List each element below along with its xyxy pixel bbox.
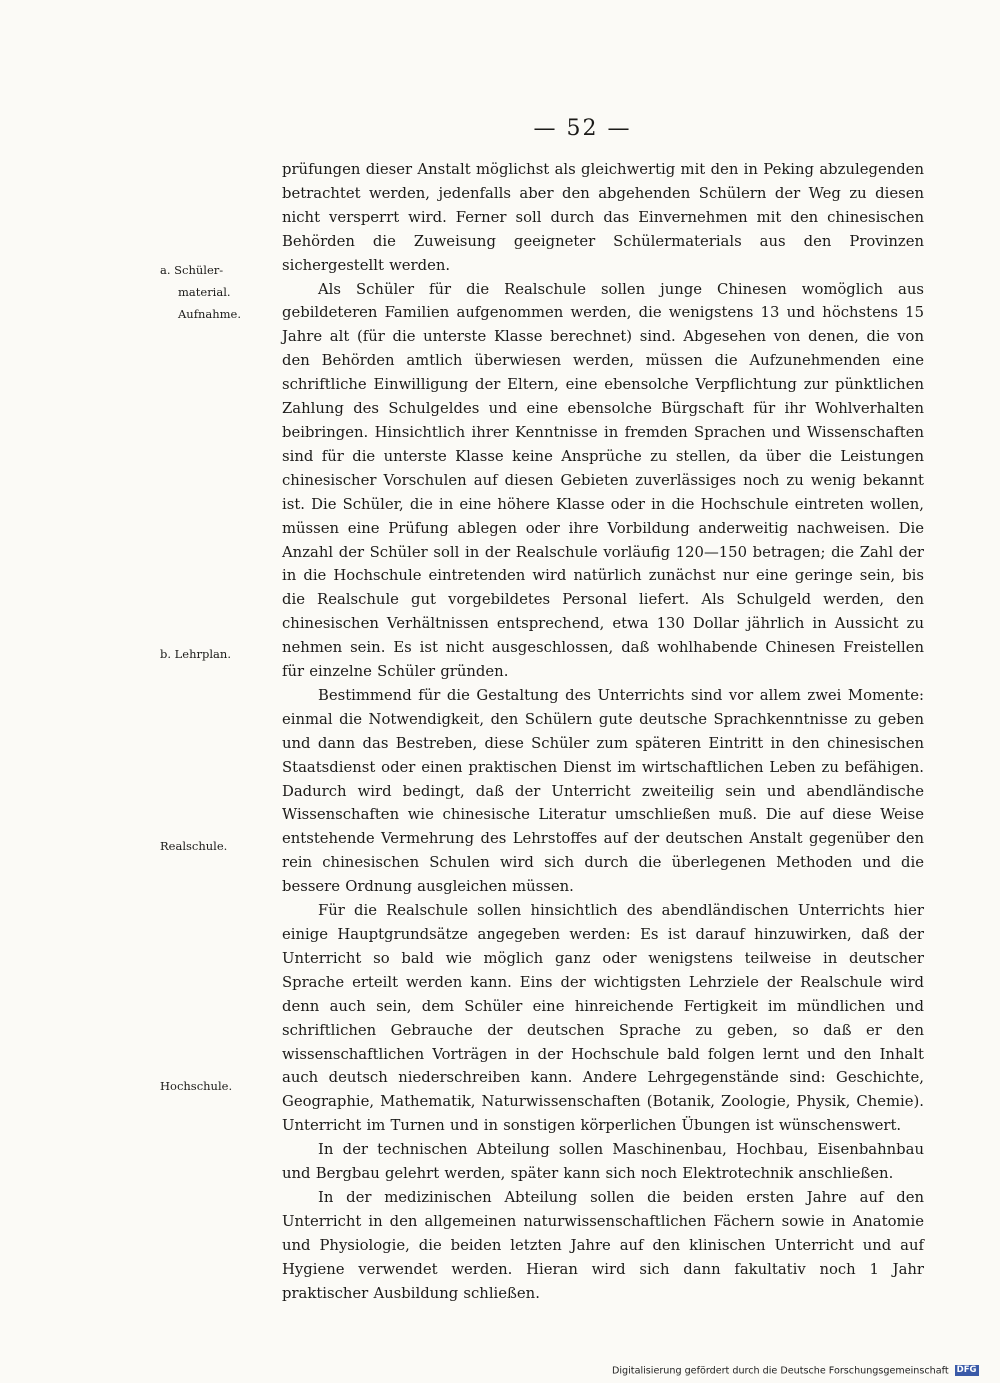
margin-note-lehrplan: b. Lehrplan. bbox=[160, 647, 231, 661]
paragraph-1: prüfungen dieser Anstalt möglichst als gleichwertig mit den in Peking abzulegenden betrachtet werden, jedenfalls aber den abgehenden Schülern der Weg zu diesen nicht versperrt wird. Ferner soll durch das Einvernehmen mit den chinesischen Behörden die Zuweisung geeigneter Schülermaterials aus den Provinzen sichergestellt werden. bbox=[282, 161, 924, 274]
paragraph-6: In der medizinischen Abteilung sollen die beiden ersten Jahre auf den Unterricht in den allgemeinen naturwissenschaftlichen Fächern sowie in Anatomie und Physiologie, die beiden letzten Jahre auf den klinischen Unterricht und auf Hygiene verwendet werden. Hieran wird sich dann fakultativ noch 1 Jahr praktischer Ausbildung schließen. bbox=[282, 1188, 924, 1302]
page-number: — 52 — bbox=[533, 116, 632, 141]
margin-note-hochschule: Hochschule. bbox=[160, 1079, 233, 1093]
margin-note-line: material. bbox=[178, 285, 231, 299]
margin-note-schuelermaterial bbox=[160, 259, 260, 325]
paragraph-2: Als Schüler für die Realschule sollen junge Chinesen womöglich aus gebildeteren Familien aufgenommen werden, die wenigstens 13 und höchstens 15 Jahre alt (für die unterste Klasse berechnet) sind. Abgesehen von denen, die von den Behörden amtlich überwiesen werden, müssen die Aufzunehmenden eine schriftliche Einwilligung der Eltern, eine ebensolche Verpflichtung zur pünktlichen Zahlung des Schulgeldes und eine ebensolche Bürgschaft für ihr Wohlverhalten beibringen. Hinsichtlich ihrer Kenntnisse in fremden Sprachen und Wissenschaften sind für die unterste Klasse keine Ansprüche zu stellen, da über die Leistungen chinesischer Vorschulen auf diesen Gebieten zuverlässiges noch zu wenig bekannt ist. Die Schüler, die in eine höhere Klasse oder in die Hochschule eintreten wollen, müssen eine Prüfung ablegen oder ihre Vorbildung anderweitig nachweisen. Die Anzahl der Schüler soll in der Realschule vorläufig 120—150 betragen; die Zahl der in die Hochschule eintretenden wird natürlich zunächst nur eine geringe sein, bis die Realschule gut vorgebildetes Personal liefert. Als Schulgeld werden, den chinesischen Verhältnissen entsprechend, etwa 130 Dollar jährlich in Aussicht zu nehmen sein. Es ist nicht ausgeschlossen, daß wohlhabende Chinesen Freistellen für einzelne Schüler gründen. bbox=[282, 280, 924, 681]
margin-note-line: a. Schüler- bbox=[160, 263, 224, 277]
margin-note-line: Aufnahme. bbox=[178, 307, 242, 321]
margin-note-realschule: Realschule. bbox=[160, 839, 228, 853]
body-text bbox=[282, 158, 924, 1306]
dfg-logo: DFG bbox=[956, 1365, 977, 1375]
paragraph-5: In der technischen Abteilung sollen Maschinenbau, Hochbau, Eisenbahnbau und Bergbau gelehrt werden, später kann sich noch Elektrotechnik anschließen. bbox=[282, 1141, 924, 1183]
footer-credit bbox=[612, 1365, 979, 1377]
paragraph-4: Für die Realschule sollen hinsichtlich des abendländischen Unterrichts hier einige Hauptgrundsätze angegeben werden: Es ist darauf hinzuwirken, daß der Unterricht so bald wie möglich ganz oder wenigstens teilweise in deutscher Sprache erteilt werden kann. Eins der wichtigsten Lehrziele der Realschule wird denn auch sein, dem Schüler eine hinreichende Fertigkeit im mündlichen und schriftlichen Gebrauche der deutschen Sprache zu geben, so daß er den wissenschaftlichen Vorträgen in der Hochschule bald folgen lernt und den Inhalt auch deutsch niederschreiben kann. Andere Lehrgegenstände sind: Geschichte, Geographie, Mathematik, Naturwissenschaften (Botanik, Zoologie, Physik, Chemie). Unterricht im Turnen und in sonstigen körperlichen Übungen ist wünschenswert. bbox=[282, 902, 924, 1135]
paragraph-3: Bestimmend für die Gestaltung des Unterrichts sind vor allem zwei Momente: einmal die Notwendigkeit, den Schülern gute deutsche Sprachkenntnisse zu geben und dann das Bestreben, diese Schüler zum späteren Eintritt in den chinesischen Staatsdienst oder einen praktischen Dienst im wirtschaftlichen Leben zu befähigen. Dadurch wird bedingt, daß der Unterricht zweiteilig sein und abendländische Wissenschaften wie chinesische Literatur umschließen muß. Die auf diese Weise entstehende Vermehrung des Lehrstoffes auf der deutschen Anstalt gegenüber den rein chinesischen Schulen wird sich durch die überlegenen Methoden und die bessere Ordnung ausgleichen müssen. bbox=[282, 686, 924, 896]
footer-text: Digitalisierung gefördert durch die Deutsche Forschungsgemeinschaft bbox=[612, 1365, 949, 1377]
